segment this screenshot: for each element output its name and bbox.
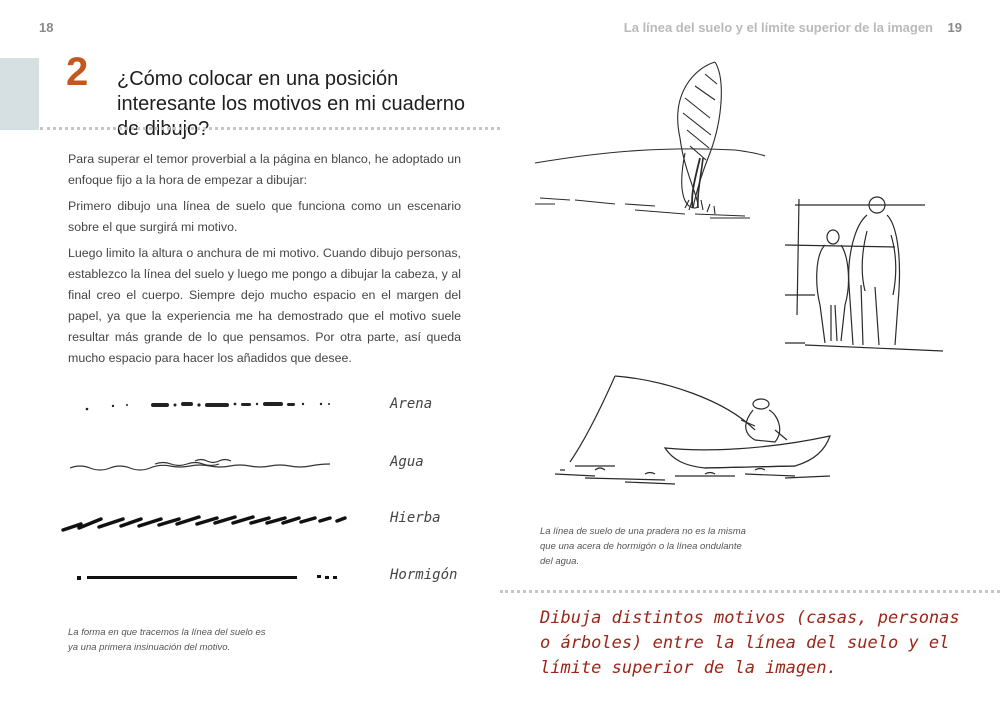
ground-label-concrete: Hormigón (390, 567, 458, 583)
ground-label-water: Agua (390, 454, 424, 470)
body-paragraph: Primero dibujo una línea de suelo que funciona como un escenario sobre el que surgirá mi motivo. (68, 199, 461, 234)
sand-line-sketch (86, 402, 330, 410)
section-heading: ¿Cómo colocar en una posición interesante los motivos en mi cuaderno de dibujo? (117, 68, 465, 140)
body-paragraph: Para superar el temor proverbial a la página en blanco, he adoptado un enfoque fijo a la hora de empezar a dibujar: (68, 152, 461, 187)
ground-line-examples (55, 390, 365, 590)
dotted-divider-right (500, 590, 1000, 593)
ground-label-sand: Arena (390, 396, 433, 412)
running-header: La línea del suelo y el límite superior de la imagen (623, 20, 933, 35)
caption-left: La forma en que tracemos la línea del suelo es ya una primera insinuación del motivo. (68, 627, 266, 653)
fisherman-boat-sketch (555, 370, 835, 490)
body-paragraph: Luego limito la altura o anchura de mi motivo. Cuando dibujo personas, establezco la línea del suelo y luego me pongo a dibujar la cabeza, y al final creo el cuerpo. Siempre dejo mucho espacio en el margen del papel, ya que la experiencia me ha demostrado que el motivo suele resultar más grande de lo que pensamos. Por otra parte, así queda mucho espacio para hacer los añadidos que desee. (68, 246, 461, 365)
page-number-right: 19 (947, 20, 962, 35)
walking-people-sketch (775, 195, 945, 355)
exercise-instruction: Dibuja distintos motivos (casas, personas o árboles) entre la línea del suelo y el límite superior de la imagen. (540, 608, 960, 678)
tree-sketch (535, 58, 765, 228)
ground-label-grass: Hierba (390, 510, 441, 526)
body-text (68, 149, 461, 374)
caption-right: La línea de suelo de una pradera no es la misma que una acera de hormigón o la línea ondulante del agua. (540, 526, 746, 567)
concrete-line-sketch (77, 575, 337, 580)
chapter-number: 2 (66, 50, 89, 94)
water-line-sketch (70, 460, 330, 471)
grass-line-sketch (63, 517, 345, 530)
chapter-tab (0, 58, 39, 130)
page-number-left: 18 (39, 20, 54, 35)
dotted-divider-left (40, 127, 500, 130)
